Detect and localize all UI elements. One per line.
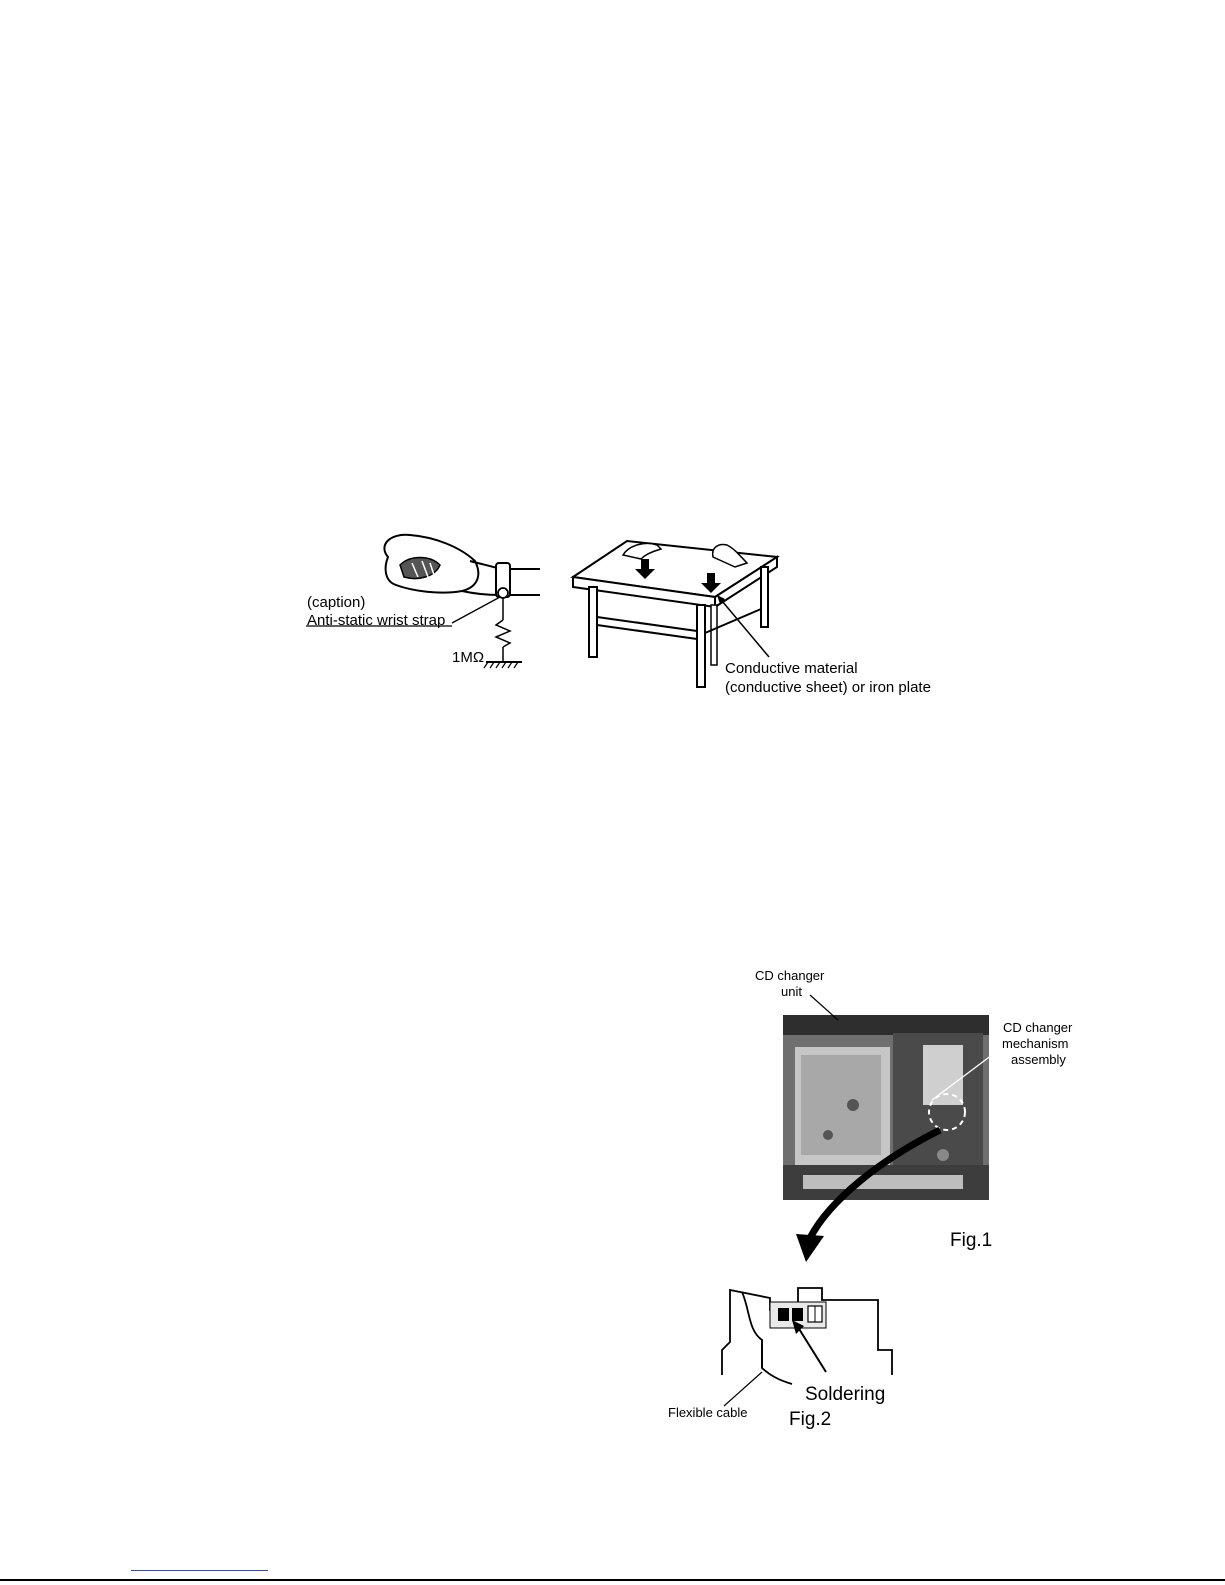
fig1-label: Fig.1 — [950, 1230, 993, 1251]
fig2-label: Fig.2 — [789, 1409, 832, 1430]
conductive-label-line2: (conductive sheet) or iron plate — [725, 679, 931, 696]
footer-rule — [0, 1579, 1225, 1581]
flexible-cable-label: Flexible cable — [668, 1405, 748, 1420]
unit-label-line2: unit — [781, 984, 802, 999]
soldering-label: Soldering — [805, 1384, 886, 1405]
mechanism-label-line1: CD changer — [1003, 1020, 1073, 1035]
resistor-label: 1MΩ — [452, 649, 485, 666]
mechanism-label-line3: assembly — [1011, 1052, 1066, 1067]
cd-figure-overlay — [760, 990, 1010, 1270]
conductive-label-line1: Conductive material — [725, 660, 858, 677]
solder-pad — [792, 1308, 803, 1321]
resistor-symbol — [496, 620, 510, 647]
caption-label: (caption) — [307, 594, 366, 611]
mechanism-label-line2: mechanism — [1002, 1036, 1069, 1051]
curved-arrow — [810, 1130, 940, 1238]
footer-link-underline[interactable] — [131, 1570, 268, 1571]
unit-label-line1: CD changer — [755, 968, 825, 983]
wrist-strap-label: Anti-static wrist strap — [307, 612, 446, 629]
solder-pad — [778, 1308, 789, 1321]
highlight-circle — [929, 1094, 965, 1130]
